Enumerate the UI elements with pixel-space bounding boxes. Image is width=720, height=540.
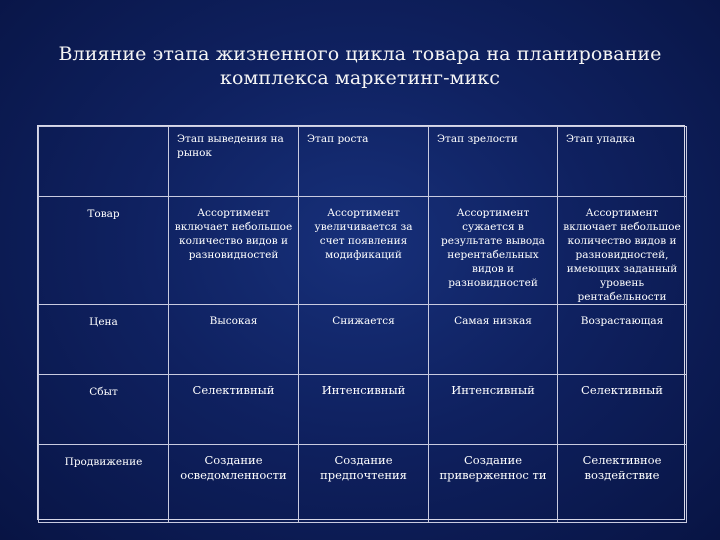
table-cell: Создание осведомленности <box>169 445 299 523</box>
marketing-mix-table <box>37 125 685 520</box>
corner-cell <box>39 127 169 197</box>
table-row-price <box>39 305 687 375</box>
table-cell: Селективное воздействие <box>558 445 687 523</box>
row-header-product: Товар <box>39 197 169 305</box>
table-cell: Ассортимент включает небольшое количество видов и разновидностей <box>169 197 299 305</box>
stage-header-decline: Этап упадка <box>558 127 687 197</box>
table-cell: Ассортимент включает небольшое количество видов и разновидностей, имеющих заданный уровень рентабельности <box>558 197 687 305</box>
table-row-product <box>39 197 687 305</box>
row-header-price: Цена <box>39 305 169 375</box>
table-row-distribution <box>39 375 687 445</box>
table-cell: Ассортимент увеличивается за счет появления модификаций <box>299 197 429 305</box>
table-cell: Создание приверженнос ти <box>429 445 558 523</box>
table-cell: Ассортимент сужается в результате вывода нерентабельных видов и разновидностей <box>429 197 558 305</box>
table-row-promotion <box>39 445 687 523</box>
table-cell: Возрастающая <box>558 305 687 375</box>
stage-header-growth: Этап роста <box>299 127 429 197</box>
row-header-promotion: Продвижение <box>39 445 169 523</box>
row-header-distribution: Сбыт <box>39 375 169 445</box>
stage-header-maturity: Этап зрелости <box>429 127 558 197</box>
table-cell: Интенсивный <box>299 375 429 445</box>
slide-title: Влияние этапа жизненного цикла товара на планирование комплекса маркетинг-микс <box>58 43 662 89</box>
table-cell: Селективный <box>558 375 687 445</box>
stage-header-introduction: Этап выведения на рынок <box>169 127 299 197</box>
table-header-row <box>39 127 687 197</box>
table-cell: Самая низкая <box>429 305 558 375</box>
table-cell: Интенсивный <box>429 375 558 445</box>
table-cell: Селективный <box>169 375 299 445</box>
table-cell: Создание предпочтения <box>299 445 429 523</box>
table-cell: Высокая <box>169 305 299 375</box>
table-cell: Снижается <box>299 305 429 375</box>
